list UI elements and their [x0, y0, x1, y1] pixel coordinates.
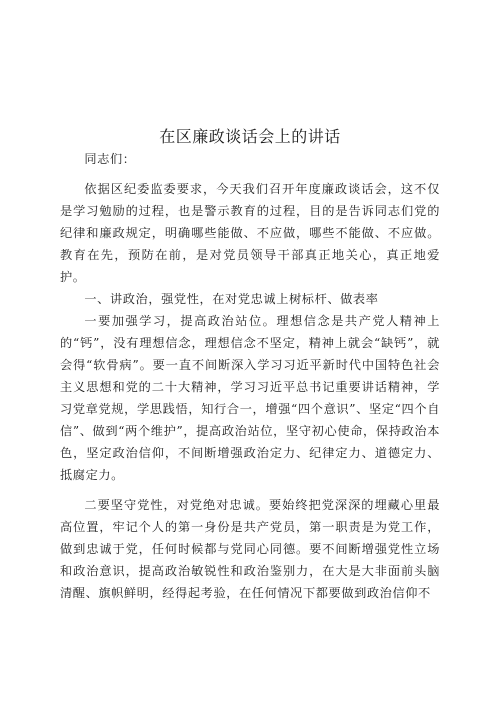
paragraph-intro: 依据区纪委监委要求，今天我们召开年度廉政谈话会，这不仅是学习勉励的过程，也是警示教育的过程，目的是告诉同志们党的纪律和廉政规定，明确哪些能做、不应做，哪些不能做、不应做。教育在先，预防在前，是对党员领导干部真正地关心，真正地爱护。 [60, 182, 440, 284]
section-heading-1: 一、讲政治，强党性，在对党忠诚上树标杆、做表率 [84, 292, 379, 306]
paragraph-point-1: 一要加强学习，提高政治站位。理想信念是共产党人精神上的“钙”，没有理想信念，理想信念不坚定，精神上就会“缺钙”，就会得“软骨病”。要一直不间断深入学习习近平新时代中国特色社会主义思想和党的二十大精神，学习习近平总书记重要讲话精神，学习党章党规，学思践悟，知行合一，增强“四个意识”、坚定“四个自信”、做到“两个维护”，提高政治站位，坚守初心使命，保持政治本色，坚定政治信仰，不间断增强政治定力、纪律定力、道德定力、抵腐定力。 [60, 314, 440, 482]
greeting: 同志们： [84, 152, 136, 166]
document-body [60, 148, 440, 604]
document-title: 在区廉政谈话会上的讲话 [159, 127, 341, 146]
paragraph-point-2: 二要坚守党性，对党绝对忠诚。要始终把党深深的埋藏心里最高位置，牢记个人的第一身份是共产党员，第一职责是为党工作，做到忠诚于党，任何时候都与党同心同德。要不间断增强党性立场和政治意识，提高政治敏锐性和政治鉴别力，在大是大非面前头脑清醒、旗帜鲜明，经得起考验，在任何情况下都要做到政治信仰不 [60, 498, 440, 600]
